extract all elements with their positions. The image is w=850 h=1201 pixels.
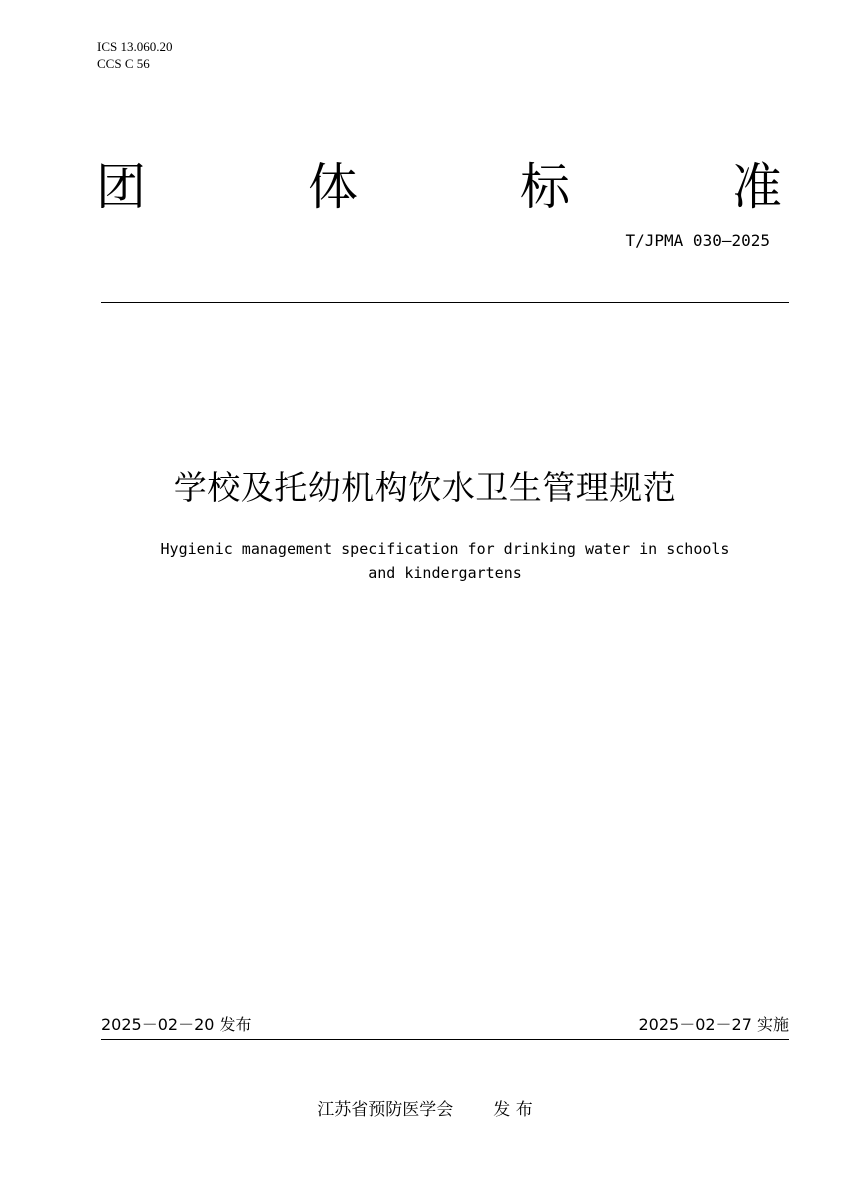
publisher-action: 发 布 [493, 1100, 533, 1120]
standard-type-char-2: 体 [308, 158, 358, 216]
standard-type-char-3: 标 [520, 158, 570, 216]
title-english-line-2: and kindergartens [368, 564, 522, 582]
publisher-line [0, 1098, 850, 1122]
implement-date: 2025－02－27 实施 [638, 1015, 789, 1034]
standard-number: T/JPMA 030—2025 [625, 231, 770, 250]
title-english-line-1: Hygienic management specification for drinking water in schools [160, 540, 730, 558]
title-chinese: 学校及托幼机构饮水卫生管理规范 [173, 468, 677, 507]
classification-codes [97, 38, 172, 72]
bottom-divider [101, 1039, 789, 1040]
standard-type-char-1: 团 [96, 158, 146, 216]
standard-type-heading [96, 152, 782, 222]
ics-code: ICS 13.060.20 [97, 39, 173, 54]
title-english [90, 537, 800, 585]
standard-type-char-4: 准 [732, 158, 782, 216]
publisher-org: 江苏省预防医学会 [317, 1100, 454, 1120]
top-divider [101, 302, 789, 303]
ccs-code: CCS C 56 [97, 56, 150, 71]
release-date: 2025－02－20 发布 [101, 1015, 252, 1034]
